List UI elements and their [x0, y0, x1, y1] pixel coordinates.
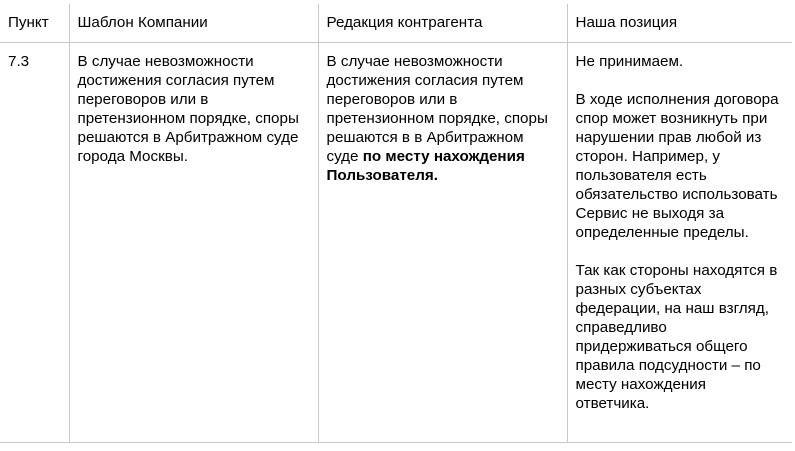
header-clause: Пункт	[0, 4, 69, 42]
cell-clause: 7.3	[0, 42, 69, 442]
cell-counterparty-edit	[318, 42, 567, 442]
header-counterparty-edit: Редакция контрагента	[318, 4, 567, 42]
table-header-row	[0, 4, 792, 42]
position-paragraph-2: В ходе исполнения договора спор может возникнуть при нарушении прав любой из сторон. Например, у пользователя есть обязательство использовать Сервис не выходя за определенные пределы.	[575, 90, 779, 241]
cell-our-position	[567, 42, 792, 442]
position-paragraph-1: Не принимаем.	[575, 52, 684, 70]
position-paragraph-3: Так как стороны находятся в разных субъектах федерации, на наш взгляд, справедливо придерживаться общего правила подсудности – по месту нахождения ответчика.	[575, 261, 778, 412]
header-company-template: Шаблон Компании	[69, 4, 318, 42]
header-our-position: Наша позиция	[567, 4, 792, 42]
table-row	[0, 42, 792, 442]
counterparty-edit-bold-text: по месту нахождения Пользователя.	[326, 147, 525, 184]
counterparty-edit-text: В случае невозможности достижения согласия путем переговоров или в претензионном порядке, споры решаются в в Арбитражном суде	[326, 52, 548, 165]
cell-company-template: В случае невозможности достижения согласия путем переговоров или в претензионном порядке, споры решаются в Арбитражном суде города Москвы.	[69, 42, 318, 442]
comparison-table	[0, 4, 792, 443]
